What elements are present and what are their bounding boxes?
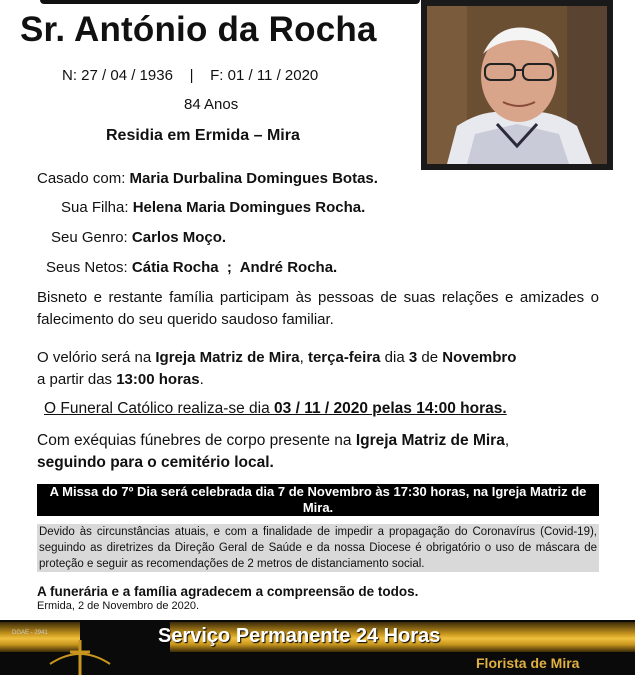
family-label: Seu Genro: [51,229,128,246]
family-label: Casado com: [37,170,126,187]
license-number: DGAE - 2941 [12,630,48,636]
deceased-age: 84 Anos [184,96,239,113]
family-value: Helena Maria Domingues Rocha. [132,199,366,216]
covid-notice: Devido às circunstâncias atuais, e com a finalidade de impedir a propagação do Coronavírus (Covid-19), seguindo as diretrizes da Direção Geral de Saúde e da nossa Diocese é obrigatório o uso de máscara de proteção e seguir as recomendações de 2 metros de distanciamento social. [39,526,597,570]
family-row-son-in-law [51,229,226,246]
place-date: Ermida, 2 de Novembro de 2020. [37,600,200,612]
family-label: Sua Filha: [61,199,129,216]
wake-details: O velório será na Igreja Matriz de Mira, terça-feira dia 3 de Novembro a partir das 13:00 horas. [37,349,517,388]
birth-death-dates: N: 27 / 04 / 1936 | F: 01 / 11 / 2020 [62,67,319,84]
family-label: Seus Netos: [46,259,128,276]
footer-banner [0,620,635,675]
florist-name: Florista de Mira [476,655,580,671]
residence: Residia em Ermida – Mira [106,127,300,144]
portrait-photo [427,6,607,164]
exequias-details: Com exéquias fúnebres de corpo presente na Igreja Matriz de Mira, seguindo para o cemitério local. [37,432,510,471]
service-slogan: Serviço Permanente 24 Horas [158,625,441,647]
thanks-text: A funerária e a família agradecem a compreensão de todos. [37,584,419,599]
portrait-illustration [427,6,607,164]
deceased-name: Sr. António da Rocha [20,10,377,49]
portrait-frame [421,0,613,170]
family-value: Cátia Rocha ; André Rocha. [131,259,338,276]
family-row-spouse [37,170,378,187]
funeral-cross-logo-icon [40,624,120,675]
family-value: Carlos Moço. [131,229,227,246]
funeral-details: O Funeral Católico realiza-se dia 03 / 11 / 2020 pelas 14:00 horas. [44,400,507,417]
missa-notice: A Missa do 7º Dia será celebrada dia 7 de Novembro às 17:30 horas, na Igreja Matriz de Mira. [37,484,599,516]
family-value: Maria Durbalina Domingues Botas. [129,170,378,187]
announcement-text: Bisneto e restante família participam às pessoas de suas relações e amizades o falecimento do seu querido saudoso familiar. [37,289,599,328]
family-row-daughter [61,199,365,216]
family-row-grandchildren [46,259,337,276]
